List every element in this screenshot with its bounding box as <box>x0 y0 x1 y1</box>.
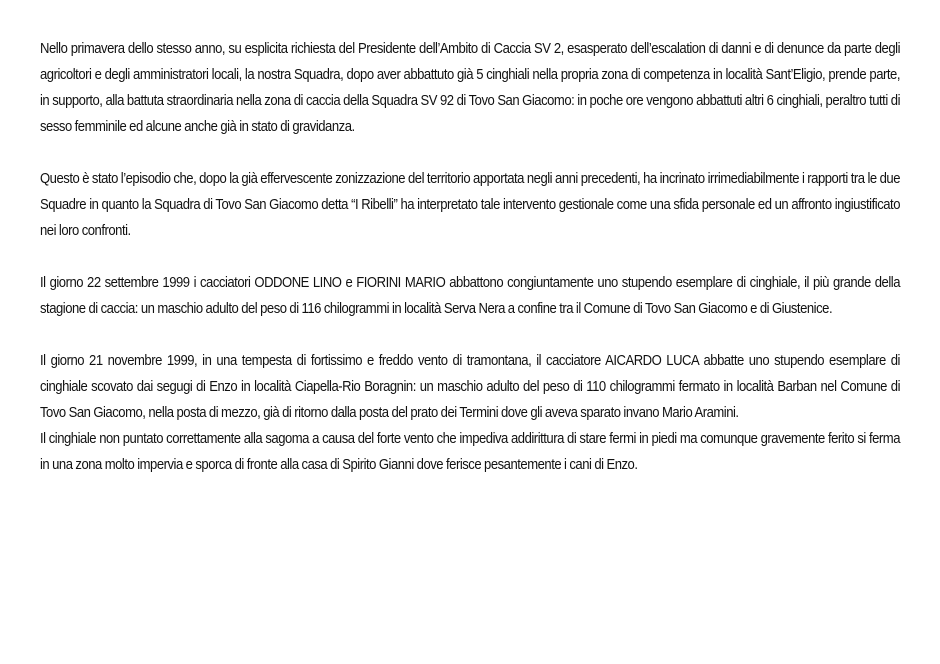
paragraph-21-novembre: Il giorno 21 novembre 1999, in una tempesta di fortissimo e freddo vento di tramontana, il cacciatore AICARDO LUCA abbatte uno stupendo esemplare di cinghiale scovato dai segugi di Enzo in località Ciapella-Rio Boragnin: un maschio adulto del peso di 110 chilogrammi fermato in località Barban nel Comune di Tovo San Giacomo, nella posta di mezzo, già di ritorno dalla posta del prato dei Termini dove gli aveva sparato invano Mario Aramini. <box>40 352 900 421</box>
paragraph-episodio: Questo è stato l’episodio che, dopo la già effervescente zonizzazione del territorio apportata negli anni precedenti, ha incrinato irrimediabilmente i rapporti tra le due Squadre in quanto la Squadra di Tovo San Giacomo detta “I Ribelli” ha interpretato tale intervento gestionale come una sfida personale ed un affronto ingiustificato nei loro confronti. <box>40 170 900 239</box>
paragraph-primavera: Nello primavera dello stesso anno, su esplicita richiesta del Presidente dell’Ambito di Caccia SV 2, esasperato dell’escalation di danni e di denunce da parte degli agricoltori e degli amministratori locali, la nostra Squadra, dopo aver abbattuto già 5 cinghiali nella propria zona di competenza in località Sant’Eligio, prende parte, in supporto, alla battuta straordinaria nella zona di caccia della Squadra SV 92 di Tovo San Giacomo: in poche ore vengono abbattuti altri 6 cinghiali, peraltro tutti di sesso femminile ed alcune anche già in stato di gravidanza. <box>40 40 900 135</box>
paragraph-spacer <box>40 140 900 166</box>
paragraph-spacer <box>40 322 900 348</box>
paragraph-cinghiale-ferito: Il cinghiale non puntato correttamente alla sagoma a causa del forte vento che impediva addirittura di stare fermi in piedi ma comunque gravemente ferito si ferma in una zona molto impervia e sporca di fronte alla casa di Spirito Gianni dove ferisce pesantemente i cani di Enzo. <box>40 430 900 473</box>
paragraph-22-settembre: Il giorno 22 settembre 1999 i cacciatori ODDONE LINO e FIORINI MARIO abbattono congiuntamente uno stupendo esemplare di cinghiale, il più grande della stagione di caccia: un maschio adulto del peso di 116 chilogrammi in località Serva Nera a confine tra il Comune di Tovo San Giacomo e di Giustenice. <box>40 274 900 317</box>
paragraph-spacer <box>40 244 900 270</box>
document-body <box>40 36 900 478</box>
